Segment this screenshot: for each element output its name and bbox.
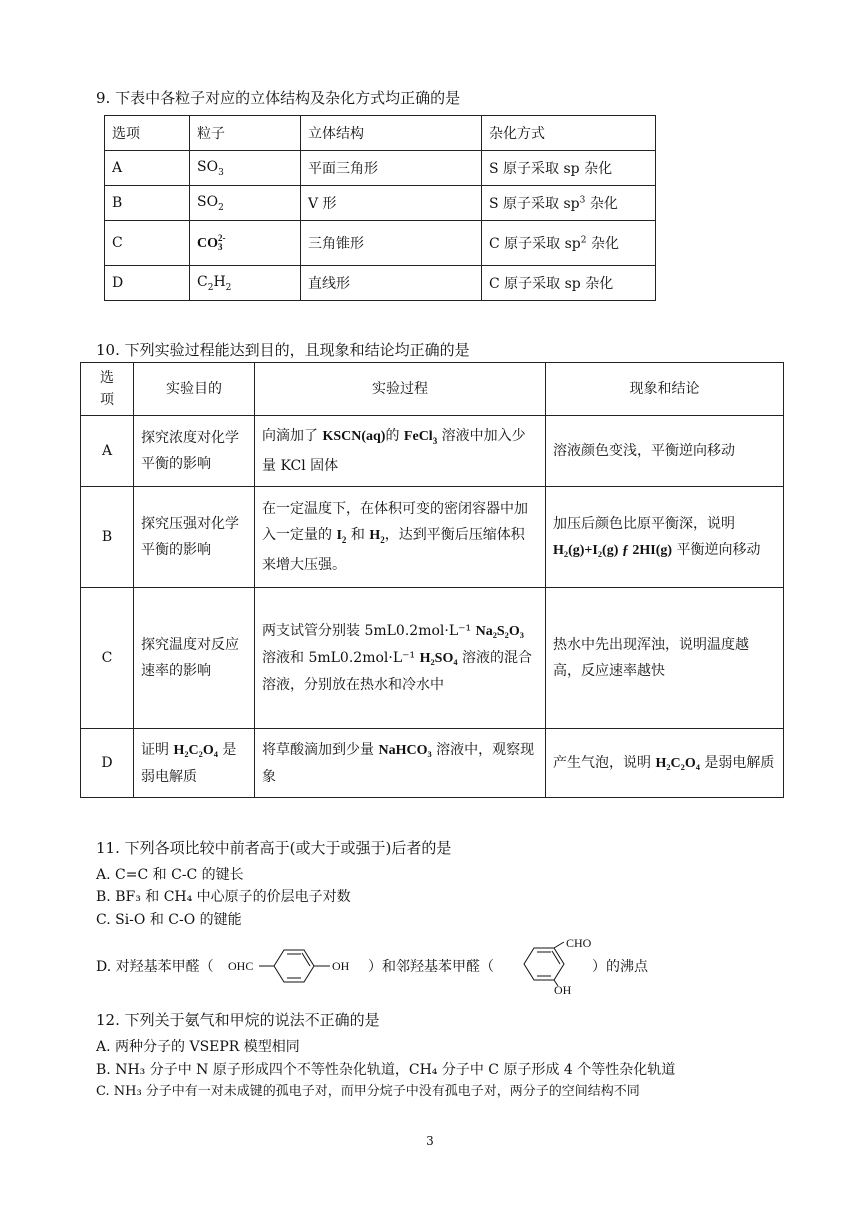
q12-stem: 12. 下列关于氨气和甲烷的说法不正确的是 xyxy=(96,1011,380,1029)
q11-option-d-suffix: ）的沸点 xyxy=(592,959,648,975)
q12-option-a: A. 两种分子的 VSEPR 模型相同 xyxy=(96,1039,300,1055)
row-hybrid: S 原子采取 $sp^3$ 杂化 xyxy=(482,186,656,221)
row-option: B xyxy=(105,186,190,221)
table-row xyxy=(105,151,656,186)
row-option: B xyxy=(81,487,134,588)
q11-option-b: B. BF₃ 和 CH₄ 中心原子的价层电子对数 xyxy=(96,889,351,905)
row-goal: 证明 H₂C₂O₄ 是弱电解质 xyxy=(134,729,255,798)
row-goal: 探究温度对反应速率的影响 xyxy=(134,588,255,729)
row-particle: $SO_3$ xyxy=(190,151,301,186)
page-number: 3 xyxy=(426,1134,434,1148)
row-hybrid: S 原子采取 sp 杂化 xyxy=(482,151,656,186)
table-header-row xyxy=(105,116,656,151)
header-option: 选 项 xyxy=(81,363,134,416)
p-hydroxybenzaldehyde-structure xyxy=(226,944,366,984)
row-option: C xyxy=(105,221,190,266)
row-process: 两支试管分别装 5mL0.2mol·L⁻¹ Na₂S₂O₃ 溶液和 5mL0.2mol·L⁻¹ H₂SO₄ 溶液的混合溶液，分别放在热水和冷水中 xyxy=(255,588,546,729)
row-hybrid: C 原子采取 $sp^2$ 杂化 xyxy=(482,221,656,266)
row-result: 溶液颜色变浅，平衡逆向移动 xyxy=(546,416,784,487)
mol1-left-label: OHC xyxy=(228,959,254,973)
mol1-right-label: OH xyxy=(332,959,350,973)
row-result: 热水中先出现浑浊，说明温度越高，反应速率越快 xyxy=(546,588,784,729)
table-row xyxy=(81,588,784,729)
header-process: 实验过程 xyxy=(255,363,546,416)
row-goal: 探究浓度对化学平衡的影响 xyxy=(134,416,255,487)
row-particle: $SO_2$ xyxy=(190,186,301,221)
row-process: 在一定温度下，在体积可变的密闭容器中加入一定量的 $I_2$ 和 $H_2$，达到平衡后压缩体积来增大压强。 xyxy=(255,487,546,588)
row-result: 加压后颜色比原平衡深，说明H₂(g)+I₂(g) ƒ 2HI(g) 平衡逆向移动 xyxy=(546,487,784,588)
q11-option-c: C. Si-O 和 C-O 的键能 xyxy=(96,912,242,928)
row-structure: 平面三角形 xyxy=(301,151,482,186)
mol2-cho-label: CHO xyxy=(566,936,592,950)
row-particle: $C_2H_2$ xyxy=(190,266,301,301)
header-result: 现象和结论 xyxy=(546,363,784,416)
q9-stem: 9. 下表中各粒子对应的立体结构及杂化方式均正确的是 xyxy=(96,89,461,107)
o-hydroxybenzaldehyde-structure xyxy=(516,936,596,994)
header-option: 选项 xyxy=(105,116,190,151)
row-result: 产生气泡，说明 H₂C₂O₄ 是弱电解质 xyxy=(546,729,784,798)
q12-option-b: B. NH₃ 分子中 N 原子形成四个不等性杂化轨道，CH₄ 分子中 C 原子形成 4 个等性杂化轨道 xyxy=(96,1062,676,1078)
row-option: D xyxy=(105,266,190,301)
table-row xyxy=(105,266,656,301)
q10-table xyxy=(80,362,784,798)
row-option: A xyxy=(81,416,134,487)
table-header-row xyxy=(81,363,784,416)
row-particle: CO2- 3 xyxy=(190,221,301,266)
row-option: A xyxy=(105,151,190,186)
row-structure: V 形 xyxy=(301,186,482,221)
header-structure: 立体结构 xyxy=(301,116,482,151)
row-structure: 直线形 xyxy=(301,266,482,301)
q10-stem: 10. 下列实验过程能达到目的，且现象和结论均正确的是 xyxy=(96,341,470,359)
q11-option-d-prefix: D. 对羟基苯甲醛（ xyxy=(96,959,214,975)
q11-option-d-middle: ）和邻羟基苯甲醛（ xyxy=(368,959,494,975)
header-hybrid: 杂化方式 xyxy=(482,116,656,151)
table-row xyxy=(105,186,656,221)
q11-option-a: A. C=C 和 C-C 的键长 xyxy=(96,867,244,883)
row-process: 向滴加了 KSCN(aq)的 FeCl$_3$ 溶液中加入少量 KCl 固体 xyxy=(255,416,546,487)
row-hybrid: C 原子采取 sp 杂化 xyxy=(482,266,656,301)
row-option: C xyxy=(81,588,134,729)
header-particle: 粒子 xyxy=(190,116,301,151)
row-goal: 探究压强对化学平衡的影响 xyxy=(134,487,255,588)
q9-table xyxy=(104,115,656,301)
row-option: D xyxy=(81,729,134,798)
q12-option-c: C. NH₃ 分子中有一对未成键的孤电子对，而甲分烷子中没有孤电子对，两分子的空间结构不同 xyxy=(96,1084,640,1099)
header-goal: 实验目的 xyxy=(134,363,255,416)
q11-stem: 11. 下列各项比较中前者高于(或大于或强于)后者的是 xyxy=(96,839,452,857)
row-structure: 三角锥形 xyxy=(301,221,482,266)
row-process: 将草酸滴加到少量 NaHCO₃ 溶液中，观察现象 xyxy=(255,729,546,798)
table-row xyxy=(105,221,656,266)
table-row xyxy=(81,487,784,588)
table-row xyxy=(81,416,784,487)
mol2-oh-label: OH xyxy=(554,983,572,994)
table-row xyxy=(81,729,784,798)
